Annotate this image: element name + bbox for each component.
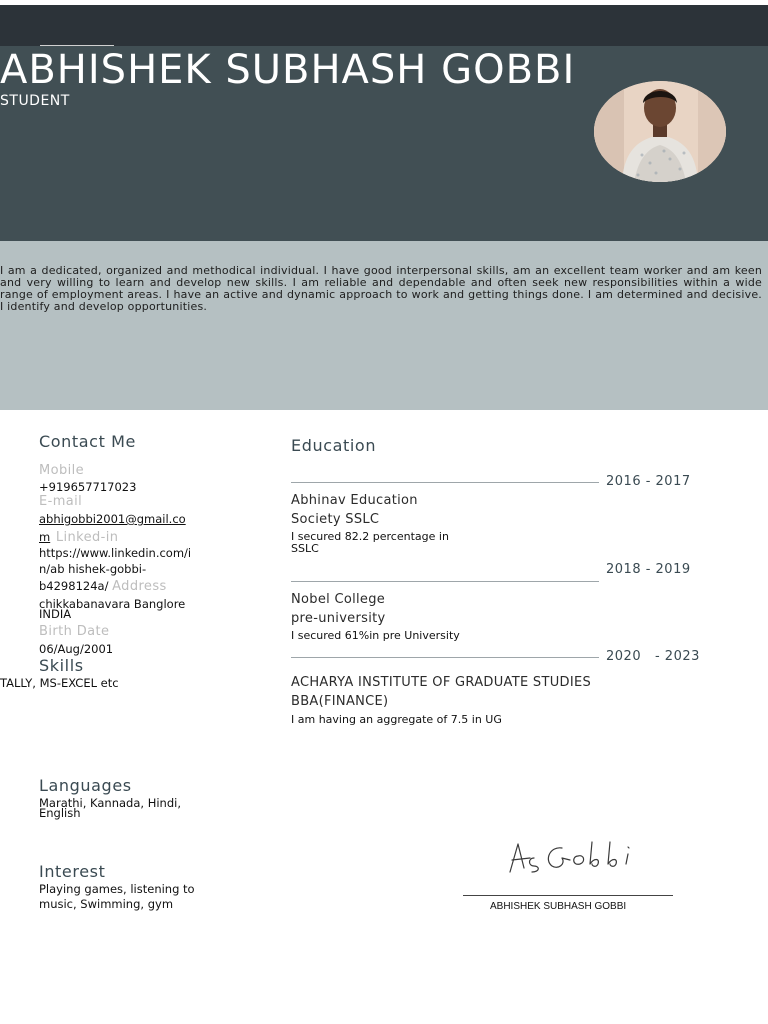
education-divider bbox=[291, 482, 599, 483]
education-description-line2: SSLC bbox=[291, 542, 319, 555]
email-link-line2-row bbox=[39, 529, 118, 546]
mobile-value: +919657717023 bbox=[39, 480, 137, 494]
education-description-line1: I am having an aggregate of 7.5 in UG bbox=[291, 713, 502, 726]
address-line2: INDIA bbox=[39, 607, 72, 621]
education-years: 2018 - 2019 bbox=[606, 562, 691, 577]
interest-line2: music, Swimming, gym bbox=[39, 897, 174, 911]
education-institution-line2: BBA(FINANCE) bbox=[291, 694, 389, 709]
education-description-line1: I secured 82.2 percentage in bbox=[291, 530, 449, 543]
handwritten-signature bbox=[500, 838, 650, 878]
education-institution-line1: Abhinav Education bbox=[291, 493, 418, 508]
skills-value: TALLY, MS-EXCEL etc bbox=[0, 676, 119, 690]
education-institution-line1: ACHARYA INSTITUTE OF GRADUATE STUDIES bbox=[291, 675, 592, 690]
education-years: 2020 - 2023 bbox=[606, 649, 700, 664]
linkedin-value-line1: https://www.linkedin.com/i bbox=[39, 546, 192, 560]
birth-label: Birth Date bbox=[39, 624, 110, 639]
languages-line2: English bbox=[39, 806, 81, 820]
interest-heading: Interest bbox=[39, 862, 106, 881]
languages-line1: Marathi, Kannada, Hindi, bbox=[39, 796, 181, 810]
candidate-name: ABHISHEK SUBHASH GOBBI bbox=[0, 47, 576, 93]
mobile-label: Mobile bbox=[39, 463, 85, 478]
education-divider bbox=[291, 657, 599, 658]
candidate-role: STUDENT bbox=[0, 93, 70, 109]
education-divider bbox=[291, 581, 599, 582]
email-link[interactable]: abhigobbi2001@gmail.co bbox=[39, 512, 186, 526]
education-institution-line1: Nobel College bbox=[291, 592, 386, 607]
linkedin-value-line2: n/ab hishek-gobbi- bbox=[39, 562, 147, 576]
education-description-line1: I secured 61%in pre University bbox=[291, 629, 460, 642]
address-line1: chikkabanavara Banglore bbox=[39, 597, 186, 611]
email-label: E-mail bbox=[39, 494, 83, 509]
address-label: Address bbox=[112, 579, 167, 594]
profile-photo-image bbox=[594, 81, 726, 182]
education-institution-line2: pre-university bbox=[291, 611, 386, 626]
signature-name: ABHISHEK SUBHASH GOBBI bbox=[490, 901, 627, 912]
interest-line1: Playing games, listening to bbox=[39, 882, 195, 896]
top-bar bbox=[0, 5, 768, 46]
email-link-line1[interactable] bbox=[39, 511, 186, 527]
birth-value: 06/Aug/2001 bbox=[39, 642, 114, 656]
contact-heading: Contact Me bbox=[39, 432, 136, 451]
signature-line bbox=[463, 895, 673, 896]
education-heading: Education bbox=[291, 436, 377, 455]
email-link-continued[interactable]: m bbox=[39, 530, 51, 544]
education-institution-line2: Society SSLC bbox=[291, 512, 380, 527]
profile-summary: I am a dedicated, organized and methodical individual. I have good interpersonal skills, am an excellent team worker and am keen and very willing to learn and develop new skills. I am reliable and dependable and often seek new responsibilities within a wide range of employment areas. I have an active and dynamic approach to work and getting things done. I am determined and decisive. I identify and develop opportunities. bbox=[0, 264, 762, 313]
profile-photo bbox=[594, 81, 726, 182]
linkedin-value-line3-row bbox=[39, 578, 167, 595]
education-years: 2016 - 2017 bbox=[606, 474, 691, 489]
linkedin-value-line3: b4298124a/ bbox=[39, 579, 109, 593]
linkedin-label: Linked-in bbox=[55, 530, 119, 545]
languages-heading: Languages bbox=[39, 776, 132, 795]
header-accent-line bbox=[40, 45, 114, 46]
skills-heading: Skills bbox=[39, 656, 84, 675]
